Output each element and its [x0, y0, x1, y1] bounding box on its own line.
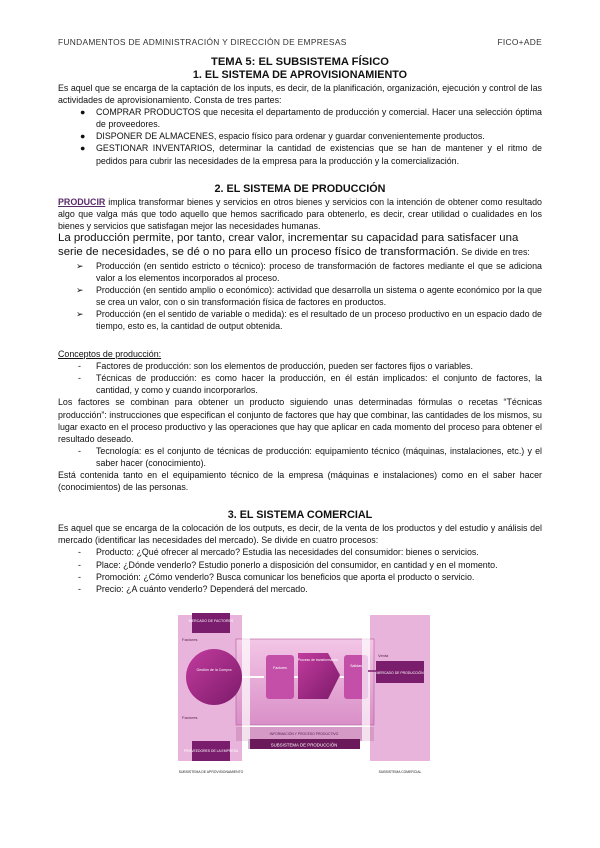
- section-3-heading: 3. EL SISTEMA COMERCIAL: [227, 509, 373, 522]
- label-sub-produccion: SUBSISTEMA DE PRODUCCIÓN: [270, 742, 338, 748]
- section-3-intro: Es aquel que se encarga de la colocación de los outputs, es decir, de la venta de los productos y del estudio y análisis del mercado (identificar las necesidades del mercado). Se divide en cuatro procesos:: [58, 523, 542, 546]
- label-proveedores: PROVEEDORES DE LA EMPRESA: [183, 748, 239, 753]
- concepts-list: [58, 360, 542, 396]
- list-item: - Factores de producción: son los elementos de producción, pueden ser factores fijos o variables.: [78, 361, 473, 372]
- physical-subsystem-diagram: [178, 609, 430, 781]
- list-item: ➢ Producción (en sentido amplio o económico): actividad que desarrolla un sistema o agente económico por la que se crea un valor, con o sin transformación física de factores en productos.: [76, 284, 542, 307]
- section-1-heading: 1. EL SISTEMA DE APROVISIONAMIENTO: [192, 69, 408, 81]
- bullet-icon: ●: [80, 107, 86, 118]
- aprovisionamiento-circle: [186, 649, 242, 705]
- label-sub-comercial: SUBSISTEMA COMERCIAL: [378, 769, 422, 774]
- list-item: ● GESTIONAR INVENTARIOS, determinar la cantidad de existencias que se han de mantener y el ritmo de pedidos para cubrir las necesidades de la empresa para la producción y la comercialización.: [80, 143, 542, 166]
- comercial-column: [370, 615, 430, 761]
- label-venta: Venta: [378, 652, 389, 658]
- list-item: - Producto: ¿Qué ofrecer al mercado? Estudia las necesidades del consumidor: bienes o servicios.: [78, 547, 479, 558]
- label-sub-aprovisionamiento: SUBSISTEMA DE APROVISIONAMIENTO: [178, 769, 244, 774]
- bullet-icon: ●: [80, 143, 86, 154]
- list-item: ➢ Producción (en sentido estricto o técnico): proceso de transformación de factores mediante el que se adiciona valor a los elementos incorporados al proceso.: [76, 260, 542, 283]
- arrow-icon: ➢: [76, 260, 84, 271]
- label-factores: Factores: [273, 665, 287, 670]
- bullet-icon: ●: [80, 131, 86, 142]
- section-3-list: [58, 546, 542, 594]
- label-info-proceso: INFORMACIÓN Y PROCESO PRODUCTIVO: [269, 731, 339, 736]
- label-gestion: Gestión de la Compra: [196, 667, 232, 672]
- label-proceso: Proceso de transformación: [297, 657, 339, 662]
- label-factores-out: Factores: [182, 714, 198, 720]
- mercado-factores-box: [192, 613, 230, 633]
- header-degree: FICO+ADE: [497, 37, 542, 47]
- label-factores-in: Factores: [182, 636, 198, 642]
- list-item: - Tecnología: es el conjunto de técnicas de producción: equipamiento técnico (máquinas, instalaciones, etc.) y el saber hacer (conocimiento).: [78, 445, 542, 468]
- page-header: [58, 37, 542, 47]
- list-item: - Precio: ¿A cuánto venderlo? Dependerá del mercado.: [78, 583, 308, 594]
- list-item: - Técnicas de producción: es como hacer la producción, en él están implicados: el conjunto de factores, la cantidad, y como y cuando incorporarlos.: [78, 373, 542, 396]
- label-mercado-factores: MERCADO DE FACTORES: [188, 618, 234, 623]
- list-item: ● COMPRAR PRODUCTOS que necesita el departamento de producción y comercial. Hacer una selección óptima de proveedores.: [80, 107, 542, 130]
- keyword-producir: PRODUCIR: [58, 196, 106, 207]
- label-salidas: Salidas: [350, 663, 362, 668]
- header-course: FUNDAMENTOS DE ADMINISTRACIÓN Y DIRECCIÓN DE EMPRESAS: [58, 37, 347, 47]
- section-1-intro: Es aquel que se encarga de la captación de los inputs, es decir, de la planificación, organización, ejecución y control de las actividades de aprovisionamiento. Consta de tres partes:: [58, 83, 542, 106]
- factores-box: [266, 655, 294, 699]
- arrow-icon: ➢: [76, 308, 84, 319]
- list-item: ➢ Producción (en el sentido de variable o medida): es el resultado de un proceso productivo en un espacio dado de tiempo, esto es, la cantidad de output obtenida.: [76, 308, 542, 331]
- section-2-list: [58, 260, 542, 333]
- technology-paragraph: Está contenida tanto en el equipamiento técnico de la empresa (máquinas e instalaciones) como en el saber hacer (conocimientos) de las personas.: [58, 470, 542, 493]
- techniques-paragraph: Los factores se combinan para obtener un producto siguiendo unas determinadas fórmulas o recetas “Técnicas producción”: instrucciones que especifican el conjunto de factores que hay que combinar, las cantidades de los mismos, su lugar exacto en el proceso productivo y las operaciones que hay que aplicar en cada momento del proceso para obtener el resultado deseado.: [58, 397, 542, 444]
- technology-list: [58, 445, 542, 469]
- list-item: - Place: ¿Dónde venderlo? Estudio ponerlo a disposición del consumidor, en cantidad y en el momento.: [78, 559, 498, 570]
- diagram-figure: [178, 609, 430, 781]
- arrow-icon: ➢: [76, 284, 84, 295]
- document-title: TEMA 5: EL SUBSISTEMA FÍSICO: [211, 56, 389, 68]
- label-mercado-produccion: MERCADO DE PRODUCCIÓN: [376, 670, 424, 675]
- section-2-heading: 2. EL SISTEMA DE PRODUCCIÓN: [214, 182, 386, 195]
- document-body: [58, 52, 542, 781]
- list-item: ● DISPONER DE ALMACENES, espacio físico para ordenar y guardar convenientemente productos.: [80, 131, 485, 142]
- section-2-emphasis: La producción permite, por tanto, crear valor, incrementar su capacidad para satisfacer una serie de necesidades, se dé o no para ello un proceso físico de transformación. Se divide en tres:: [58, 231, 530, 258]
- section-2-intro: PRODUCIR implica transformar bienes y servicios en otros bienes y servicios con la intención de obtener como resultado algo que valga más que todo aquello que hemos sacrificado para obtenerlo, es decir, crear utilidad o cualidades en los bienes y servicios que satisfagan mejor las necesidades humanas.: [58, 196, 542, 231]
- list-item: - Promoción: ¿Cómo venderlo? Busca comunicar los beneficios que aporta el producto o servicio.: [78, 571, 475, 582]
- concepts-title: Conceptos de producción:: [58, 349, 162, 360]
- section-1-list: [58, 106, 542, 166]
